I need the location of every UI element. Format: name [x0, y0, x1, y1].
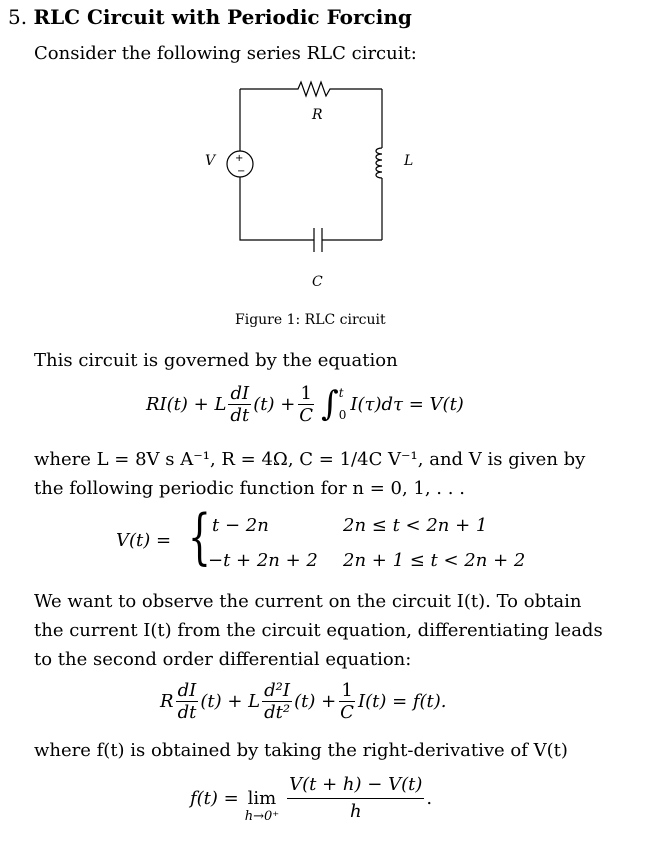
eq2-dt2: dt²	[264, 702, 291, 723]
eq1-dt: dt	[230, 404, 250, 426]
params-line-2: the following periodic function for n = 0, 1, . . .	[34, 478, 465, 499]
label-inductor: L	[404, 153, 414, 169]
observe-line-3: to the second order differential equation:	[34, 649, 412, 670]
eq3-lhs: f(t) =	[190, 788, 239, 809]
integral-sign: ∫	[321, 384, 339, 424]
integral-upper: t	[338, 386, 344, 400]
figure-caption: Figure 1: RLC circuit	[235, 312, 386, 328]
eq3-denominator: h	[349, 801, 362, 822]
eq1-mid: (t) +	[253, 393, 296, 415]
rlc-circuit-diagram	[190, 75, 430, 305]
case2-condition: 2n + 1 ≤ t < 2n + 2	[343, 550, 526, 571]
capacitor-symbol	[314, 228, 322, 252]
eq1-lhs: RI(t) + L	[146, 393, 227, 415]
eq1-integrand: I(τ)dτ = V(t)	[350, 393, 464, 415]
label-resistor: R	[312, 107, 323, 123]
eq3-numerator: V(t + h) − V(t)	[287, 772, 424, 799]
inductor-symbol	[376, 148, 382, 178]
eq2-dI: dI	[177, 680, 197, 701]
lim-word: lim	[247, 787, 277, 809]
integral-lower: 0	[338, 408, 347, 422]
governed-text: This circuit is governed by the equation	[34, 350, 398, 371]
intro-text: Consider the following series RLC circuit:	[34, 43, 417, 64]
eq2-part2: (t) +	[294, 691, 337, 712]
observe-line-2: the current I(t) from the circuit equation, differentiating leads	[34, 620, 603, 641]
eq2-d2I: d²I	[264, 680, 291, 701]
eq1-dI: dI	[230, 382, 250, 404]
minus-sign: −	[237, 166, 246, 177]
where-f-text: where f(t) is obtained by taking the right-derivative of V(t)	[34, 740, 568, 761]
eq1-C: C	[299, 404, 314, 426]
piecewise-lhs: V(t) =	[116, 530, 172, 551]
problem-title: RLC Circuit with Periodic Forcing	[33, 5, 412, 29]
lim-subscript: h→0⁺	[244, 808, 280, 824]
case2-expression: −t + 2n + 2	[208, 550, 318, 571]
eq1-one: 1	[300, 382, 312, 404]
circuit-equation	[146, 382, 464, 426]
case1-condition: 2n ≤ t < 2n + 1	[343, 515, 488, 536]
second-order-equation	[160, 680, 447, 723]
resistor-symbol	[240, 82, 382, 96]
problem-heading	[8, 5, 412, 29]
piecewise-brace: {	[188, 502, 211, 572]
right-derivative-equation	[190, 772, 432, 825]
eq2-C: C	[340, 702, 354, 723]
label-source: V	[205, 153, 216, 169]
eq2-dt: dt	[177, 702, 197, 723]
plus-sign: +	[235, 153, 244, 164]
eq2-part3: I(t) = f(t).	[357, 691, 447, 712]
eq2-R: R	[160, 691, 174, 712]
label-capacitor: C	[312, 274, 323, 290]
observe-line-1: We want to observe the current on the circuit I(t). To obtain	[34, 591, 582, 612]
eq2-one: 1	[341, 680, 353, 701]
problem-number: 5.	[8, 5, 28, 29]
eq3-period: .	[426, 788, 433, 809]
case1-expression: t − 2n	[212, 515, 269, 536]
params-line-1: where L = 8V s A⁻¹, R = 4Ω, C = 1/4C V⁻¹, and V is given by	[34, 449, 586, 470]
eq2-part1: (t) + L	[200, 691, 261, 712]
